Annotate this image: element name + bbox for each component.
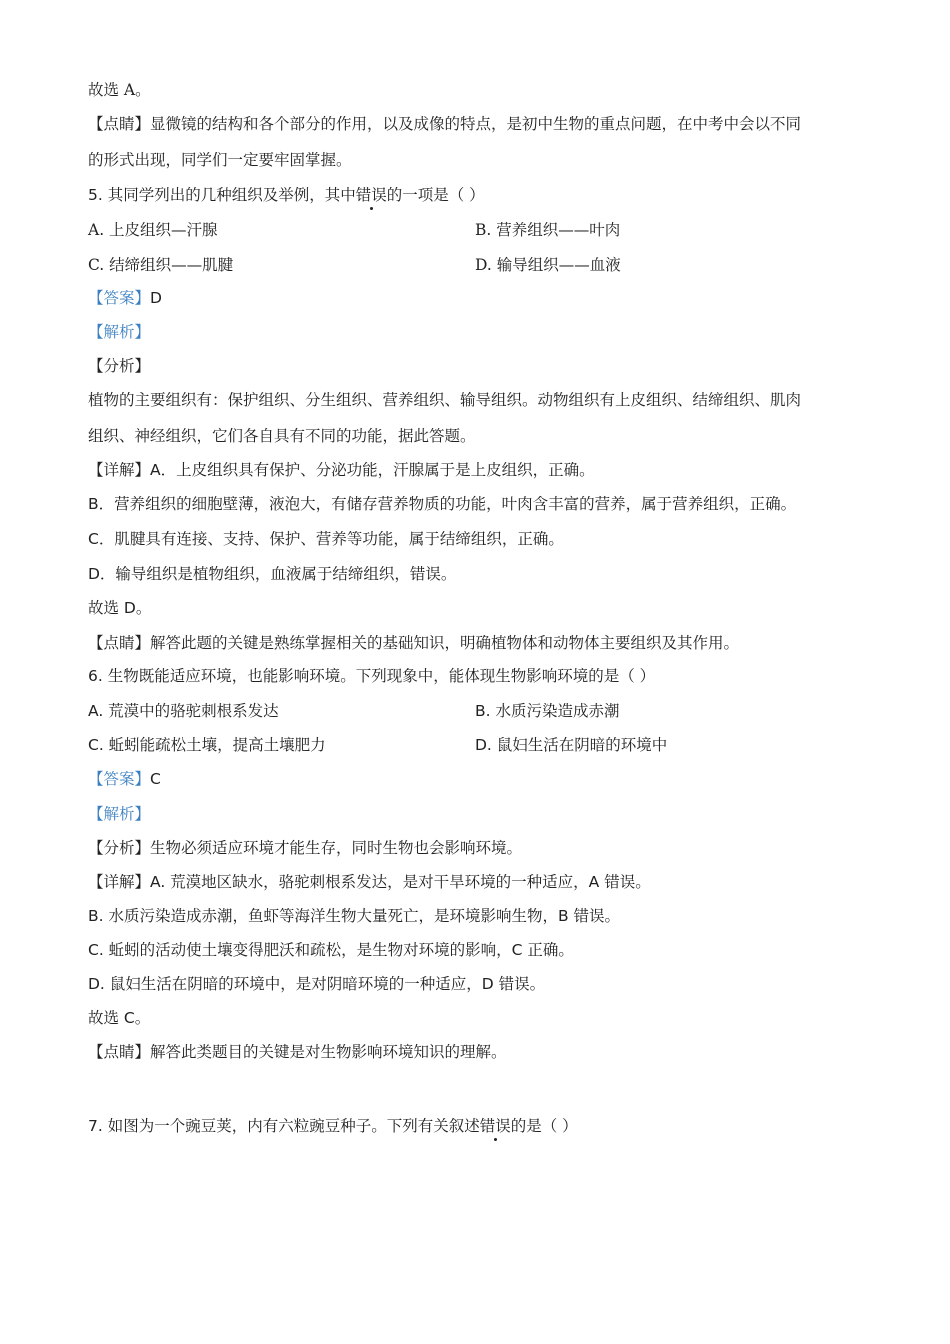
stem-text: 的一项是（ ） <box>386 186 485 204</box>
text-line: 【点睛】解答此题的关键是熟练掌握相关的基础知识，明确植物体和动物体主要组织及其作用。 <box>88 634 740 652</box>
text-line: 组织、神经组织，它们各自具有不同的功能，据此答题。 <box>88 427 476 445</box>
option-a: A. 荒漠中的骆驼刺根系发达 <box>88 702 279 720</box>
answer-label: 【答案】 <box>88 289 151 307</box>
question-5-stem <box>88 185 485 205</box>
text-line: 【点睛】显微镜的结构和各个部分的作用，以及成像的特点，是初中生物的重点问题，在中考中会以不同 <box>88 115 802 133</box>
emphasis-text: 错误 <box>479 1117 511 1135</box>
text-line: D. 鼠妇生活在阴暗的环境中，是对阴暗环境的一种适应，D 错误。 <box>88 975 546 993</box>
text-line: D．输导组织是植物组织，血液属于结缔组织，错误。 <box>88 565 457 583</box>
answer-label: 【答案】 <box>88 770 151 788</box>
option-d: D. 输导组织——血液 <box>475 256 621 274</box>
option-d: D. 鼠妇生活在阴暗的环境中 <box>475 736 668 754</box>
option-a: A. 上皮组织—汗腺 <box>88 221 218 239</box>
question-6-stem: 6. 生物既能适应环境，也能影响环境。下列现象中，能体现生物影响环境的是（ ） <box>88 667 656 685</box>
text-line: C．肌腱具有连接、支持、保护、营养等功能，属于结缔组织，正确。 <box>88 530 564 548</box>
analysis-label: 【解析】 <box>88 323 151 341</box>
text-line: 故选 C。 <box>88 1009 151 1027</box>
text-line: 植物的主要组织有：保护组织、分生组织、营养组织、输导组织。动物组织有上皮组织、结缔组织、肌肉 <box>88 391 802 409</box>
text-line: 【详解】A．上皮组织具有保护、分泌功能，汗腺属于是上皮组织，正确。 <box>88 461 595 479</box>
stem-text: 5. 其同学列出的几种组织及举例，其中 <box>88 186 356 204</box>
emphasis-text: 错误 <box>355 186 387 204</box>
stem-text: 7. 如图为一个豌豆荚，内有六粒豌豆种子。下列有关叙述 <box>88 1117 480 1135</box>
text-line: 【分析】生物必须适应环境才能生存，同时生物也会影响环境。 <box>88 839 523 857</box>
text-line: 【分析】 <box>88 357 151 375</box>
option-c: C. 结缔组织——肌腱 <box>88 256 234 274</box>
option-b: B. 营养组织——叶肉 <box>475 221 621 239</box>
stem-text: 的是（ ） <box>510 1117 578 1135</box>
answer-line <box>88 288 162 308</box>
option-b: B. 水质污染造成赤潮 <box>475 702 620 720</box>
option-c: C. 蚯蚓能疏松土壤，提高土壤肥力 <box>88 736 326 754</box>
answer-value: C <box>150 770 161 788</box>
question-7-stem <box>88 1116 578 1136</box>
text-line: 的形式出现，同学们一定要牢固掌握。 <box>88 151 352 169</box>
analysis-label: 【解析】 <box>88 805 151 823</box>
text-line: 故选 A。 <box>88 81 151 99</box>
text-line: B. 水质污染造成赤潮，鱼虾等海洋生物大量死亡，是环境影响生物，B 错误。 <box>88 907 621 925</box>
text-line: 【点睛】解答此类题目的关键是对生物影响环境知识的理解。 <box>88 1043 507 1061</box>
text-line: 【详解】A. 荒漠地区缺水，骆驼刺根系发达，是对干旱环境的一种适应，A 错误。 <box>88 873 651 891</box>
answer-value: D <box>150 289 162 307</box>
text-line: B．营养组织的细胞壁薄，液泡大，有储存营养物质的功能，叶肉含丰富的营养，属于营养组织，正确。 <box>88 495 797 513</box>
text-line: C. 蚯蚓的活动使土壤变得肥沃和疏松，是生物对环境的影响，C 正确。 <box>88 941 574 959</box>
answer-line <box>88 769 161 789</box>
text-line: 故选 D。 <box>88 599 152 617</box>
